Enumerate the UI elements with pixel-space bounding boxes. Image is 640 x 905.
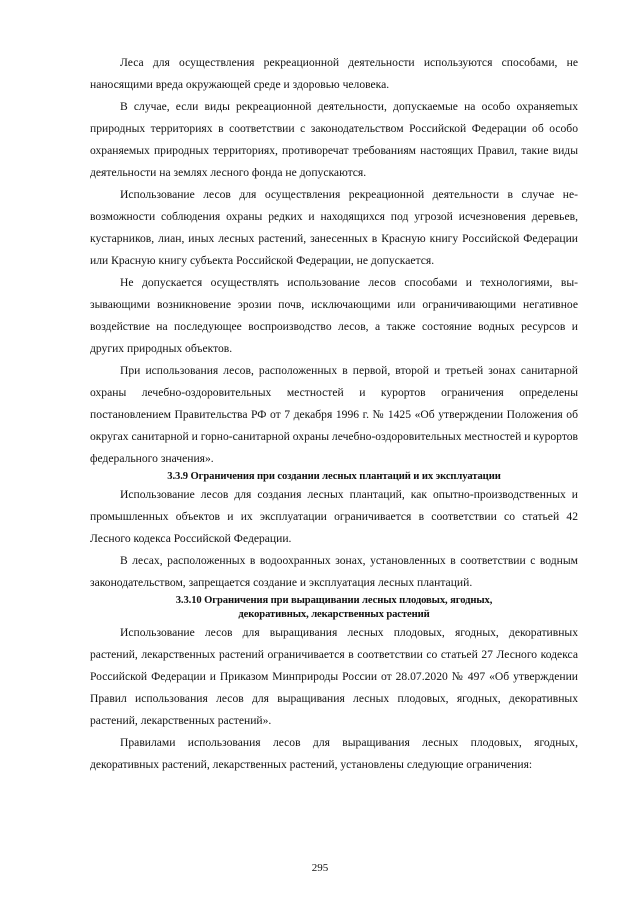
section-heading-3-3-9: 3.3.9 Ограничения при создании лесных плантаций и их эксплуатации	[167, 471, 501, 482]
paragraph-water-protection-zones: В лесах, расположенных в водоохранных зонах, установленных в соответствии с водным законодательством, запрещается создание и эксплуатация лесных плантаций.	[90, 554, 578, 589]
page-number: 295	[311, 862, 329, 874]
paragraph-cultivation-restrictions: Правилами использования лесов для выращивания лесных плодовых, ягодных, декоративных растений, лекарственных растений, установлены следующие ограничения:	[90, 736, 578, 771]
section-heading-3-3-10-line2: декоративных, лекарственных растений	[238, 609, 430, 620]
section-heading-3-3-10	[90, 594, 578, 622]
paragraph-forest-plantations: Использование лесов для создания лесных плантаций, как опытно-производственных и промышленных объектов и их эксплуатации ограничивается в соответствии со статьей 42 Лесного кодекса Российской Федерации.	[90, 488, 578, 545]
paragraph-fruit-berry-cultivation: Использование лесов для выращивания лесных плодовых, ягодных, декоративных растений, лекарственных растений ограничивается в соответствии со статьей 27 Лесного кодекса Российской Федерации и Приказом Минприроды России от 28.07.2020 № 497 «Об утверждении Правил использования лесов для выращивания лесных плодовых, ягодных, декоративных растений, лекарственных растений».	[90, 626, 578, 727]
paragraph-red-book-species: Использование лесов для осуществления рекреационной деятельности в случае невозможности соблюдения охраны редких и находящихся под угрозой исчезновения деревьев, кустарников, лиан, иных лесных растений, занесенных в Красную книгу Российской Федерации или Красную книгу субъекта Российской Федерации, не допускается.	[90, 188, 578, 267]
paragraph-recreation-methods: Леса для осуществления рекреационной деятельности используются способами, не наносящими вреда окружающей среде и здоровью человека.	[90, 56, 578, 91]
paragraph-protected-territories: В случае, если виды рекреационной деятельности, допускаемые на особо охраняеmых природных территориях в соответствии с законодательством Российской Федерации об особо охраняемых природных территориях, противоречат требованиям настоящих Правил, такие виды деятельности на землях лесного фонда не допускаются.	[90, 100, 578, 179]
page-content	[90, 52, 578, 776]
section-heading-3-3-10-line1: 3.3.10 Ограничения при выращивании лесных плодовых, ягодных,	[175, 595, 493, 606]
paragraph-erosion-prohibition: Не допускается осуществлять использование лесов способами и технологиями, вызывающими возникновение эрозии почв, исключающими или ограничивающими негативное воздействие на последующее воспроизводство лесов, а также состояние водных ресурсов и других природных объектов.	[90, 276, 578, 355]
paragraph-sanitary-zones: При использования лесов, расположенных в первой, второй и третьей зонах санитарной охраны лечебно-оздоровительных местностей и курортов ограничения определены постановлением Правительства РФ от 7 декабря 1996 г. № 1425 «Об утверждении Положения об округах санитарной и горно-санитарной охраны лечебно-оздоровительных местностей и курортов федерального значения».	[90, 364, 578, 465]
